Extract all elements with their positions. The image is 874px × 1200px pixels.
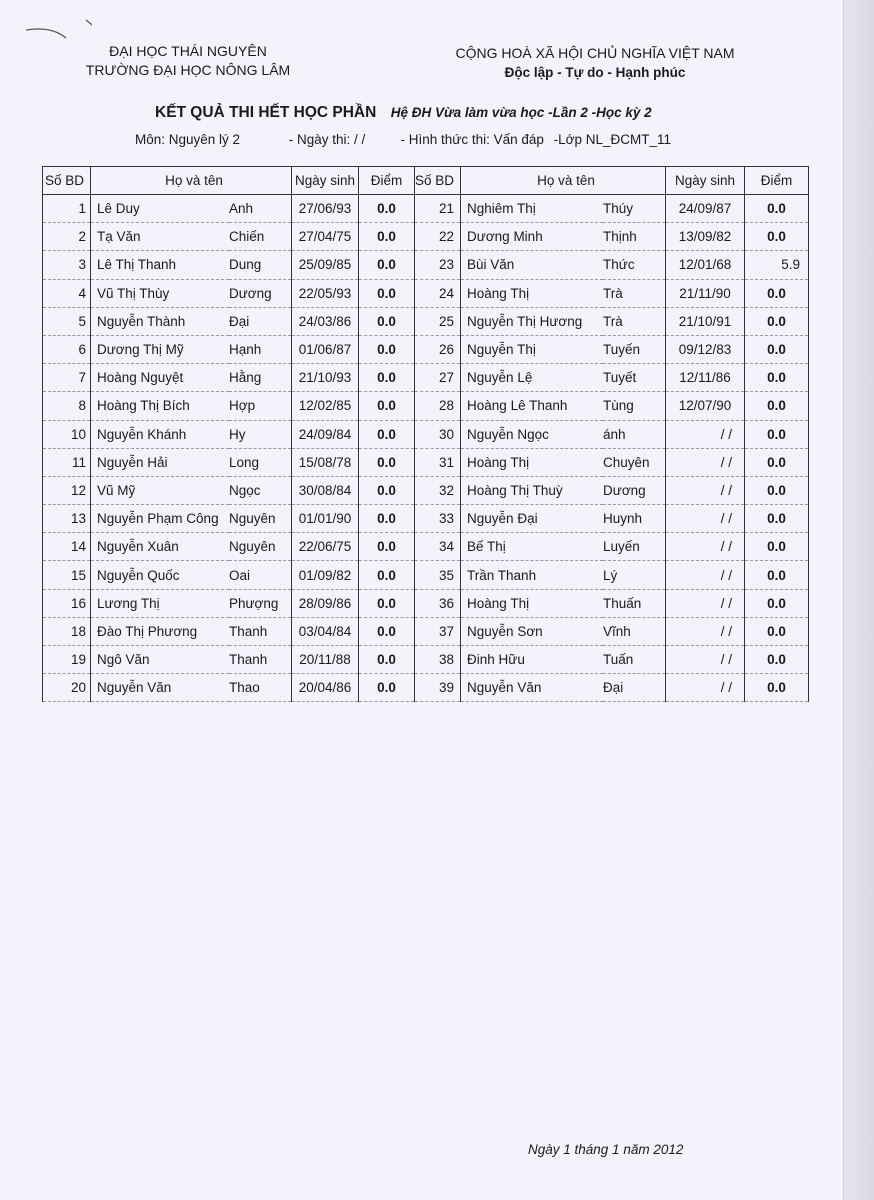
dob-left: 21/10/93 [292, 364, 359, 392]
score-right: 0.0 [745, 364, 809, 392]
surname-left: Nguyễn Hải [91, 448, 230, 476]
surname-left: Vũ Mỹ [91, 476, 230, 504]
given-name-left: Đại [229, 307, 292, 335]
score-right: 0.0 [745, 674, 809, 702]
surname-right: Hoàng Lê Thanh [461, 392, 604, 420]
dob-left: 22/05/93 [292, 279, 359, 307]
surname-left: Nguyễn Khánh [91, 420, 230, 448]
sbd-left: 3 [43, 251, 91, 279]
surname-left: Dương Thị Mỹ [91, 335, 230, 363]
surname-right: Hoàng Thị [461, 279, 604, 307]
score-left: 0.0 [359, 364, 415, 392]
document-title [155, 104, 715, 122]
table-row [43, 307, 809, 335]
dob-right: / / [666, 646, 745, 674]
given-name-left: Dương [229, 279, 292, 307]
score-left: 0.0 [359, 589, 415, 617]
surname-right: Hoàng Thị [461, 589, 604, 617]
given-name-right: Luyến [603, 533, 666, 561]
sbd-right: 24 [415, 279, 461, 307]
given-name-left: Chiến [229, 223, 292, 251]
score-left: 0.0 [359, 335, 415, 363]
table-row [43, 392, 809, 420]
dob-right: 24/09/87 [666, 195, 745, 223]
sbd-left: 11 [43, 448, 91, 476]
surname-left: Tạ Văn [91, 223, 230, 251]
sbd-right: 39 [415, 674, 461, 702]
dob-right: 12/01/68 [666, 251, 745, 279]
score-right: 0.0 [745, 561, 809, 589]
sbd-left: 6 [43, 335, 91, 363]
given-name-left: Hằng [229, 364, 292, 392]
score-right: 0.0 [745, 533, 809, 561]
score-left: 0.0 [359, 392, 415, 420]
surname-left: Lê Thị Thanh [91, 251, 230, 279]
score-right: 0.0 [745, 223, 809, 251]
table-row [43, 674, 809, 702]
table-header-row [43, 167, 809, 195]
given-name-right: Lý [603, 561, 666, 589]
sbd-right: 26 [415, 335, 461, 363]
country-motto: Độc lập - Tự do - Hạnh phúc [504, 65, 686, 80]
surname-left: Hoàng Nguyệt [91, 364, 230, 392]
table-row [43, 195, 809, 223]
surname-right: Đinh Hữu [461, 646, 604, 674]
header-score-right: Điểm [745, 167, 809, 195]
sbd-left: 2 [43, 223, 91, 251]
score-right: 0.0 [745, 476, 809, 504]
score-left: 0.0 [359, 533, 415, 561]
exam-info [135, 132, 671, 147]
score-left: 0.0 [359, 617, 415, 645]
header-right [425, 44, 765, 82]
sbd-right: 35 [415, 561, 461, 589]
score-left: 0.0 [359, 561, 415, 589]
sbd-right: 21 [415, 195, 461, 223]
given-name-right: Dương [603, 476, 666, 504]
dob-left: 12/02/85 [292, 392, 359, 420]
given-name-left: Hạnh [229, 335, 292, 363]
dob-left: 03/04/84 [292, 617, 359, 645]
header-score-left: Điểm [359, 167, 415, 195]
surname-right: Nguyễn Sơn [461, 617, 604, 645]
surname-right: Bế Thị [461, 533, 604, 561]
score-right: 0.0 [745, 448, 809, 476]
dob-left: 24/03/86 [292, 307, 359, 335]
dob-left: 01/09/82 [292, 561, 359, 589]
sbd-right: 33 [415, 505, 461, 533]
given-name-right: Thức [603, 251, 666, 279]
surname-right: Trần Thanh [461, 561, 604, 589]
score-right: 0.0 [745, 505, 809, 533]
table-row [43, 476, 809, 504]
sbd-right: 27 [415, 364, 461, 392]
dob-left: 27/04/75 [292, 223, 359, 251]
score-left: 0.0 [359, 223, 415, 251]
score-left: 0.0 [359, 279, 415, 307]
country-name: CỘNG HOÀ XÃ HỘI CHỦ NGHĨA VIỆT NAM [455, 45, 735, 61]
dob-left: 27/06/93 [292, 195, 359, 223]
surname-left: Nguyễn Quốc [91, 561, 230, 589]
given-name-left: Ngọc [229, 476, 292, 504]
given-name-right: Trà [603, 279, 666, 307]
given-name-left: Nguyên [229, 505, 292, 533]
dob-right: / / [666, 505, 745, 533]
dob-left: 01/06/87 [292, 335, 359, 363]
surname-right: Nguyễn Lệ [461, 364, 604, 392]
dob-right: / / [666, 448, 745, 476]
table-row [43, 279, 809, 307]
surname-left: Hoàng Thị Bích [91, 392, 230, 420]
given-name-right: Chuyên [603, 448, 666, 476]
surname-left: Nguyễn Thành [91, 307, 230, 335]
surname-left: Lê Duy [91, 195, 230, 223]
college-name: TRƯỜNG ĐẠI HỌC NÔNG LÂM [85, 62, 291, 78]
score-right: 0.0 [745, 279, 809, 307]
dob-right: / / [666, 533, 745, 561]
surname-right: Nguyễn Đại [461, 505, 604, 533]
dob-left: 22/06/75 [292, 533, 359, 561]
table-row [43, 335, 809, 363]
given-name-left: Thao [229, 674, 292, 702]
university-name: ĐẠI HỌC THÁI NGUYÊN [109, 43, 267, 59]
score-left: 0.0 [359, 420, 415, 448]
score-left: 0.0 [359, 476, 415, 504]
sbd-left: 5 [43, 307, 91, 335]
sbd-right: 32 [415, 476, 461, 504]
sbd-left: 18 [43, 617, 91, 645]
sbd-left: 20 [43, 674, 91, 702]
title-system: Hệ ĐH Vừa làm vừa học -Lần 2 -Học kỳ 2 [390, 105, 652, 120]
given-name-right: Đại [603, 674, 666, 702]
dob-left: 20/11/88 [292, 646, 359, 674]
exam-format-label: - Hình thức thi: Vấn đáp [400, 132, 544, 147]
table-row [43, 533, 809, 561]
table-row [43, 561, 809, 589]
given-name-left: Hợp [229, 392, 292, 420]
dob-left: 30/08/84 [292, 476, 359, 504]
score-left: 0.0 [359, 195, 415, 223]
score-right: 0.0 [745, 335, 809, 363]
score-left: 0.0 [359, 448, 415, 476]
given-name-left: Hy [229, 420, 292, 448]
given-name-left: Thanh [229, 646, 292, 674]
sbd-left: 4 [43, 279, 91, 307]
table-row [43, 420, 809, 448]
header-left [78, 42, 298, 80]
score-left: 0.0 [359, 505, 415, 533]
dob-right: / / [666, 476, 745, 504]
given-name-right: Thuấn [603, 589, 666, 617]
surname-right: Nguyễn Thị Hương [461, 307, 604, 335]
dob-left: 28/09/86 [292, 589, 359, 617]
table-row [43, 617, 809, 645]
score-right: 0.0 [745, 420, 809, 448]
given-name-right: ánh [603, 420, 666, 448]
dob-right: / / [666, 420, 745, 448]
sbd-left: 15 [43, 561, 91, 589]
sbd-left: 1 [43, 195, 91, 223]
dob-right: 12/11/86 [666, 364, 745, 392]
dob-right: 12/07/90 [666, 392, 745, 420]
surname-right: Nguyễn Văn [461, 674, 604, 702]
dob-left: 01/01/90 [292, 505, 359, 533]
surname-right: Nguyễn Thị [461, 335, 604, 363]
sbd-right: 37 [415, 617, 461, 645]
dob-right: / / [666, 561, 745, 589]
sbd-left: 19 [43, 646, 91, 674]
score-right: 5.9 [745, 251, 809, 279]
dob-left: 20/04/86 [292, 674, 359, 702]
sbd-right: 25 [415, 307, 461, 335]
dob-left: 24/09/84 [292, 420, 359, 448]
dob-left: 15/08/78 [292, 448, 359, 476]
given-name-right: Huynh [603, 505, 666, 533]
surname-left: Đào Thị Phương [91, 617, 230, 645]
given-name-left: Anh [229, 195, 292, 223]
surname-left: Nguyễn Văn [91, 674, 230, 702]
sbd-right: 31 [415, 448, 461, 476]
table-row [43, 505, 809, 533]
title-main: KẾT QUẢ THI HẾT HỌC PHẦN [155, 104, 377, 121]
surname-left: Lương Thị [91, 589, 230, 617]
header-name-right: Họ và tên [461, 167, 666, 195]
given-name-right: Tùng [603, 392, 666, 420]
dob-right: 09/12/83 [666, 335, 745, 363]
score-left: 0.0 [359, 674, 415, 702]
surname-right: Nguyễn Ngọc [461, 420, 604, 448]
given-name-left: Phượng [229, 589, 292, 617]
sbd-left: 10 [43, 420, 91, 448]
given-name-right: Thúy [603, 195, 666, 223]
header-sbd-right: Số BD [415, 167, 461, 195]
surname-right: Nghiêm Thị [461, 195, 604, 223]
sbd-left: 7 [43, 364, 91, 392]
given-name-left: Nguyên [229, 533, 292, 561]
score-left: 0.0 [359, 307, 415, 335]
sbd-right: 28 [415, 392, 461, 420]
dob-right: / / [666, 617, 745, 645]
score-right: 0.0 [745, 646, 809, 674]
page-edge-shadow [843, 0, 874, 1200]
given-name-right: Tuyết [603, 364, 666, 392]
dob-right: / / [666, 589, 745, 617]
given-name-left: Thanh [229, 617, 292, 645]
surname-right: Hoàng Thị Thuỳ [461, 476, 604, 504]
table-row [43, 589, 809, 617]
sbd-left: 14 [43, 533, 91, 561]
table-row [43, 223, 809, 251]
score-right: 0.0 [745, 307, 809, 335]
sbd-right: 38 [415, 646, 461, 674]
score-right: 0.0 [745, 195, 809, 223]
results-table [42, 166, 809, 702]
header-name-left: Họ và tên [91, 167, 292, 195]
score-right: 0.0 [745, 589, 809, 617]
given-name-right: Trà [603, 307, 666, 335]
signature-date: Ngày 1 tháng 1 năm 2012 [528, 1142, 684, 1157]
table-row [43, 646, 809, 674]
sbd-right: 23 [415, 251, 461, 279]
header-sbd-left: Số BD [43, 167, 91, 195]
surname-left: Nguyễn Xuân [91, 533, 230, 561]
sbd-left: 13 [43, 505, 91, 533]
given-name-right: Vĩnh [603, 617, 666, 645]
header-dob-left: Ngày sinh [292, 167, 359, 195]
dob-right: 21/10/91 [666, 307, 745, 335]
class-label: -Lớp NL_ĐCMT_11 [553, 132, 672, 147]
given-name-right: Thịnh [603, 223, 666, 251]
table-row [43, 364, 809, 392]
given-name-right: Tuấn [603, 646, 666, 674]
dob-right: / / [666, 674, 745, 702]
score-left: 0.0 [359, 251, 415, 279]
surname-left: Ngô Văn [91, 646, 230, 674]
sbd-left: 16 [43, 589, 91, 617]
surname-right: Bùi Văn [461, 251, 604, 279]
given-name-right: Tuyến [603, 335, 666, 363]
surname-left: Vũ Thị Thùy [91, 279, 230, 307]
sbd-left: 12 [43, 476, 91, 504]
table-row [43, 251, 809, 279]
sbd-right: 22 [415, 223, 461, 251]
dob-right: 13/09/82 [666, 223, 745, 251]
sbd-left: 8 [43, 392, 91, 420]
dob-left: 25/09/85 [292, 251, 359, 279]
sbd-right: 30 [415, 420, 461, 448]
score-right: 0.0 [745, 617, 809, 645]
sbd-right: 34 [415, 533, 461, 561]
score-right: 0.0 [745, 392, 809, 420]
sbd-right: 36 [415, 589, 461, 617]
surname-left: Nguyễn Phạm Công [91, 505, 230, 533]
dob-right: 21/11/90 [666, 279, 745, 307]
surname-right: Hoàng Thị [461, 448, 604, 476]
table-row [43, 448, 809, 476]
surname-right: Dương Minh [461, 223, 604, 251]
subject-label: Môn: Nguyên lý 2 [135, 132, 241, 147]
given-name-left: Long [229, 448, 292, 476]
given-name-left: Dung [229, 251, 292, 279]
given-name-left: Oai [229, 561, 292, 589]
header-dob-right: Ngày sinh [666, 167, 745, 195]
score-left: 0.0 [359, 646, 415, 674]
exam-date-label: - Ngày thi: / / [288, 132, 366, 147]
